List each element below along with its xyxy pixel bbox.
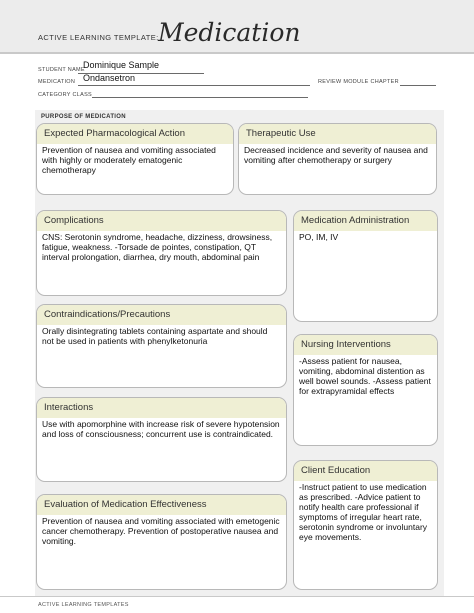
therapeutic-use-box: [238, 123, 437, 195]
complications-title: Complications: [37, 211, 286, 231]
therapeutic-use-text[interactable]: Decreased incidence and severity of nausea and vomiting after chemotherapy or surgery: [244, 145, 428, 165]
complications-box: [36, 210, 287, 296]
evaluation-title: Evaluation of Medication Effectiveness: [37, 495, 286, 515]
footer-divider: [0, 596, 474, 597]
contraindications-title: Contraindications/Precautions: [37, 305, 286, 325]
client-education-title: Client Education: [294, 461, 437, 481]
footer-label: ACTIVE LEARNING TEMPLATES: [38, 602, 129, 608]
student-name-value[interactable]: Dominique Sample: [83, 60, 160, 70]
student-name-label: STUDENT NAME: [38, 67, 85, 73]
medication-label: MEDICATION: [38, 79, 76, 85]
category-class-label: CATEGORY CLASS: [38, 92, 93, 98]
evaluation-text[interactable]: Prevention of nausea and vomiting associated with emetogenic cancer chemotherapy. Prevention of postoperative nausea and vomiting.: [42, 516, 280, 546]
interactions-text[interactable]: Use with apomorphine with increase risk of severe hypotension and loss of consciousness; concurrent use is contraindicated.: [42, 419, 280, 439]
medication-administration-title: Medication Administration: [294, 211, 437, 231]
medication-administration-text[interactable]: PO, IM, IV: [299, 232, 339, 242]
client-education-text[interactable]: -Instruct patient to use medication as prescribed. -Advice patient to notify health care professional if symptoms of irregular heart rate, serotonin syndrome or involuntary eye movements.: [299, 482, 428, 542]
expected-action-title: Expected Pharmacological Action: [37, 124, 233, 144]
nursing-interventions-text[interactable]: -Assess patient for nausea, vomiting, abdominal distention as well bowel sounds. -Assess patient for extrapyramidal effects: [299, 356, 431, 396]
contraindications-text[interactable]: Orally disintegrating tablets containing aspartate and should not be used in patients with phenylketonuria: [42, 326, 268, 346]
therapeutic-use-title: Therapeutic Use: [239, 124, 436, 144]
evaluation-box: [36, 494, 287, 590]
nursing-interventions-title: Nursing Interventions: [294, 335, 437, 355]
client-education-box: [293, 460, 438, 590]
category-class-line: [92, 97, 308, 98]
medication-administration-box: [293, 210, 438, 322]
medication-line: [78, 85, 310, 86]
review-module-line: [400, 85, 436, 86]
page-title: Medication: [158, 18, 301, 47]
expected-action-box: [36, 123, 234, 195]
template-label: ACTIVE LEARNING TEMPLATE:: [38, 33, 159, 42]
complications-text[interactable]: CNS: Serotonin syndrome, headache, dizziness, drowsiness, fatigue, weakness. -Torsade de pointes, constipation, QT interval prolongation, diarrhea, dry mouth, abdominal pain: [42, 232, 273, 262]
contraindications-box: [36, 304, 287, 388]
nursing-interventions-box: [293, 334, 438, 446]
review-module-label: REVIEW MODULE CHAPTER: [318, 79, 399, 85]
interactions-box: [36, 397, 287, 482]
interactions-title: Interactions: [37, 398, 286, 418]
expected-action-text[interactable]: Prevention of nausea and vomiting associated with highly or moderately ematogenic chemotherapy: [42, 145, 216, 175]
medication-value[interactable]: Ondansetron: [83, 73, 136, 83]
purpose-label: PURPOSE OF MEDICATION: [41, 114, 126, 120]
